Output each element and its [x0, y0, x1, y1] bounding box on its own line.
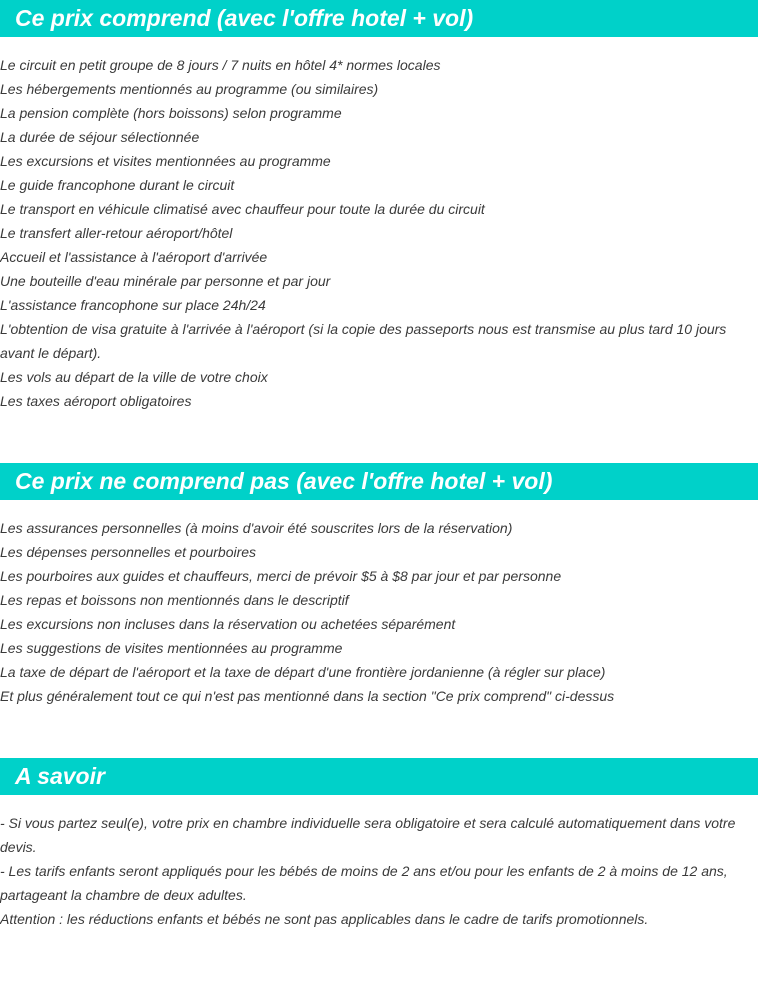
excludes-list [0, 516, 758, 708]
list-item: La pension complète (hors boissons) selon programme [0, 105, 342, 121]
list-item: Une bouteille d'eau minérale par personne et par jour [0, 273, 331, 289]
info-note: Attention : les réductions enfants et bébés ne sont pas applicables dans le cadre de tarifs promotionnels. [0, 911, 649, 927]
list-item: Les dépenses personnelles et pourboires [0, 544, 257, 560]
list-item: Les suggestions de visites mentionnées au programme [0, 640, 343, 656]
includes-list [0, 53, 758, 413]
info-notes [0, 811, 758, 931]
section-price-excludes [0, 463, 758, 708]
list-item: Les assurances personnelles (à moins d'avoir été souscrites lors de la réservation) [0, 520, 513, 536]
section-good-to-know [0, 758, 758, 931]
list-item: La durée de séjour sélectionnée [0, 129, 200, 145]
list-item: Le transport en véhicule climatisé avec chauffeur pour toute la durée du circuit [0, 201, 485, 217]
list-item: Les hébergements mentionnés au programme (ou similaires) [0, 81, 379, 97]
list-item: Le transfert aller-retour aéroport/hôtel [0, 225, 233, 241]
section-price-includes [0, 0, 758, 413]
list-item: Accueil et l'assistance à l'aéroport d'arrivée [0, 249, 268, 265]
list-item: L'assistance francophone sur place 24h/24 [0, 297, 266, 313]
list-item: Le guide francophone durant le circuit [0, 177, 235, 193]
list-item: Les taxes aéroport obligatoires [0, 393, 192, 409]
list-item: Les pourboires aux guides et chauffeurs, merci de prévoir $5 à $8 par jour et par personne [0, 568, 562, 584]
list-item: Et plus généralement tout ce qui n'est pas mentionné dans la section "Ce prix comprend" ci-dessus [0, 688, 615, 704]
list-item: Les vols au départ de la ville de votre choix [0, 369, 268, 385]
list-item: Le circuit en petit groupe de 8 jours / 7 nuits en hôtel 4* normes locales [0, 57, 441, 73]
list-item: Les repas et boissons non mentionnés dans le descriptif [0, 592, 349, 608]
list-item: Les excursions non incluses dans la réservation ou achetées séparément [0, 616, 456, 632]
info-note: - Les tarifs enfants seront appliqués pour les bébés de moins de 2 ans et/ou pour les enfants de 2 à moins de 12 ans, partageant la chambre de deux adultes. [0, 863, 728, 903]
list-item: L'obtention de visa gratuite à l'arrivée à l'aéroport (si la copie des passeports nous est transmise au plus tard 10 jours avant le départ). [0, 321, 727, 361]
section-title-excludes: Ce prix ne comprend pas (avec l'offre hotel + vol) [0, 463, 758, 500]
section-title-includes: Ce prix comprend (avec l'offre hotel + vol) [0, 0, 758, 37]
list-item: La taxe de départ de l'aéroport et la taxe de départ d'une frontière jordanienne (à régler sur place) [0, 664, 606, 680]
list-item: Les excursions et visites mentionnées au programme [0, 153, 331, 169]
section-title-info: A savoir [0, 758, 758, 795]
info-note: - Si vous partez seul(e), votre prix en chambre individuelle sera obligatoire et sera calculé automatiquement dans votre devis. [0, 815, 736, 855]
